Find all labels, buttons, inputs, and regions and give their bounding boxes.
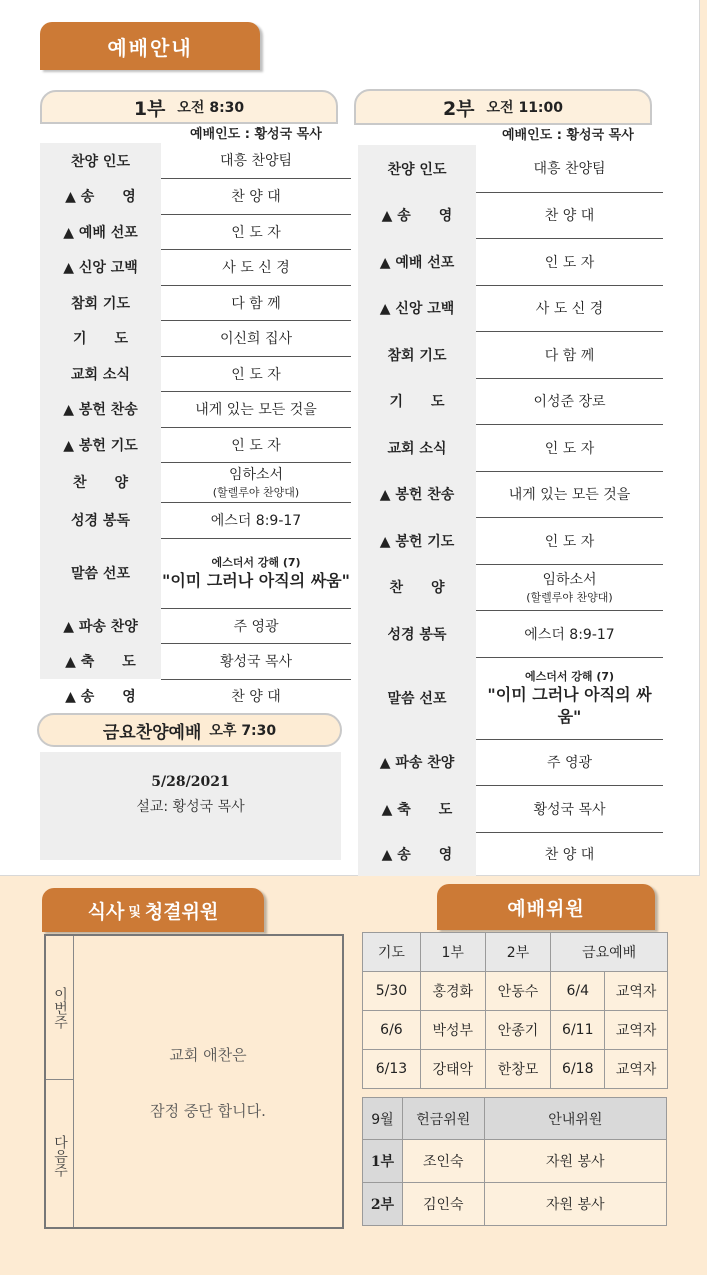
order-value: 황성국 목사 [161, 643, 351, 679]
order-value: 인 도 자 [161, 356, 351, 391]
this-week-label: 이번주 [52, 986, 68, 1029]
table-row [40, 679, 351, 712]
order-label: ▲ 송 영 [40, 679, 161, 712]
next-week-cell [46, 1080, 74, 1231]
order-value: 에스더 8:9-17 [476, 610, 663, 657]
cleaning-title-a: 식사 [87, 900, 125, 923]
service1-order-table [40, 143, 351, 712]
table-row [358, 739, 663, 785]
order-label: 교회 소식 [40, 356, 161, 391]
order-label: 참회 기도 [358, 331, 476, 378]
worship-committee-title: 예배위원 [507, 897, 585, 920]
order-value: 사 도 신 경 [476, 285, 663, 331]
friday-header [37, 713, 342, 747]
next-week-label: 다음주 [52, 1134, 68, 1177]
cell: 교역자 [605, 972, 668, 1011]
service2-time: 오전 11:00 [486, 100, 564, 116]
cell: 교역자 [605, 1011, 668, 1050]
cell: 6/11 [551, 1011, 605, 1050]
order-label: ▲ 봉헌 찬송 [358, 471, 476, 517]
cell: 5/30 [363, 972, 421, 1011]
cell: 6/13 [363, 1050, 421, 1089]
cell: 홍경화 [420, 972, 485, 1011]
table-row [40, 214, 351, 249]
table-row [40, 356, 351, 391]
praise-choir: (할렐루야 찬양대) [212, 486, 300, 499]
order-label: ▲ 송 영 [358, 832, 476, 876]
sermon-series: 에스더서 강해 (7) [524, 670, 615, 683]
order-label: ▲ 신앙 고백 [358, 285, 476, 331]
table-row [363, 1011, 668, 1050]
order-label: ▲ 예배 선포 [358, 238, 476, 285]
service1-header [40, 90, 338, 124]
order-label: ▲ 신앙 고백 [40, 249, 161, 285]
friday-date: 5/28/2021 [151, 774, 230, 790]
table-row [358, 238, 663, 285]
row-header: 1부 [363, 1140, 403, 1183]
order-label: 말씀 선포 [358, 657, 476, 739]
order-value: 다 함 께 [476, 331, 663, 378]
order-label: 말씀 선포 [40, 538, 161, 608]
order-value: 다 함 께 [161, 285, 351, 320]
order-label: ▲ 파송 찬양 [358, 739, 476, 785]
order-value [161, 538, 351, 608]
cell: 조인숙 [402, 1140, 484, 1183]
table-header-row [363, 933, 668, 972]
table-row [40, 427, 351, 462]
cell: 자원 봉사 [484, 1140, 666, 1183]
cleaning-message [74, 1041, 342, 1125]
friday-info-box [40, 752, 341, 860]
cleaning-box [44, 934, 344, 1229]
order-label: 기 도 [358, 378, 476, 424]
table-row [40, 502, 351, 538]
header-cell: 안내위원 [484, 1098, 666, 1140]
cleaning-title-b: 및 [128, 904, 141, 920]
table-row [358, 564, 663, 610]
order-label: ▲ 파송 찬양 [40, 608, 161, 643]
order-value: 내게 있는 모든 것을 [161, 391, 351, 427]
order-label: ▲ 축 도 [358, 785, 476, 832]
cleaning-title-c: 청결위원 [144, 900, 219, 923]
service2-part: 2부 [442, 97, 475, 120]
table-row [40, 538, 351, 608]
order-value: 인 도 자 [476, 517, 663, 564]
order-label: 찬 양 [358, 564, 476, 610]
table-row [358, 832, 663, 876]
service2-header [354, 89, 652, 125]
order-value [476, 657, 663, 739]
order-value: 황성국 목사 [476, 785, 663, 832]
order-value: 주 영광 [476, 739, 663, 785]
service2-order-table [358, 145, 663, 876]
table-row [358, 657, 663, 739]
order-value: 찬 양 대 [231, 688, 281, 705]
order-value: 인 도 자 [476, 238, 663, 285]
table-row [40, 608, 351, 643]
worship-info-title: 예배안내 [107, 35, 193, 60]
order-label: 찬 양 [40, 462, 161, 502]
order-value: 이성준 장로 [476, 378, 663, 424]
praise-choir: (할렐루야 찬양대) [526, 591, 613, 604]
header-cell: 금요예배 [551, 933, 668, 972]
order-label: 참회 기도 [40, 285, 161, 320]
table-row [358, 192, 663, 238]
cleaning-tab [42, 888, 264, 932]
header-cell: 2부 [485, 933, 551, 972]
friday-time: 오후 7:30 [209, 723, 277, 739]
cleaning-message-line1: 교회 애찬은 [169, 1046, 247, 1064]
cell: 강태악 [420, 1050, 485, 1089]
order-label: ▲ 봉헌 기도 [358, 517, 476, 564]
worship-committee-table [362, 932, 668, 1089]
praise-title: 임하소서 [228, 467, 284, 483]
cell: 안동수 [485, 972, 551, 1011]
order-label: ▲ 봉헌 찬송 [40, 391, 161, 427]
order-label: 성경 봉독 [40, 502, 161, 538]
cell: 자원 봉사 [484, 1183, 666, 1226]
table-row [358, 517, 663, 564]
service1-part: 1부 [133, 97, 166, 120]
cell: 안종기 [485, 1011, 551, 1050]
header-cell: 1부 [420, 933, 485, 972]
table-row [358, 424, 663, 471]
service1-time: 오전 8:30 [177, 100, 245, 116]
order-value [161, 462, 351, 502]
table-row [40, 249, 351, 285]
order-label: 성경 봉독 [358, 610, 476, 657]
service1-leader: 예배인도 : 황성국 목사 [190, 127, 322, 142]
order-value: 인 도 자 [476, 424, 663, 471]
order-label: 교회 소식 [358, 424, 476, 471]
sermon-title: "이미 그러나 아직의 싸움" [162, 571, 350, 590]
friday-sermon: 설교: 황성국 목사 [136, 799, 245, 815]
offering-usher-table [362, 1097, 667, 1226]
table-row [40, 178, 351, 214]
order-value: 찬 양 대 [544, 847, 595, 864]
order-value: 이신희 집사 [161, 320, 351, 356]
this-week-cell [46, 936, 74, 1080]
table-row [363, 1183, 667, 1226]
table-row [358, 610, 663, 657]
order-label: ▲ 봉헌 기도 [40, 427, 161, 462]
sermon-title: "이미 그러나 아직의 싸움" [487, 685, 652, 726]
table-row [358, 785, 663, 832]
worship-committee-tab [437, 884, 655, 930]
cell: 한창모 [485, 1050, 551, 1089]
praise-title: 임하소서 [542, 572, 597, 588]
order-label: ▲ 예배 선포 [40, 214, 161, 249]
service2-leader: 예배인도 : 황성국 목사 [502, 128, 634, 143]
table-row [358, 378, 663, 424]
friday-title: 금요찬양예배 [102, 722, 202, 743]
order-label: ▲ 축 도 [40, 643, 161, 679]
order-value: 에스더 8:9-17 [161, 502, 351, 538]
cleaning-message-line2: 잠정 중단 합니다. [150, 1102, 266, 1120]
worship-info-tab [40, 22, 260, 70]
order-value: 주 영광 [161, 608, 351, 643]
table-row [40, 320, 351, 356]
cell: 교역자 [605, 1050, 668, 1089]
table-row [40, 462, 351, 502]
header-cell: 헌금위원 [402, 1098, 484, 1140]
table-row [40, 391, 351, 427]
order-value: 찬 양 대 [476, 192, 663, 238]
table-row [40, 143, 351, 178]
order-label: 찬양 인도 [40, 143, 161, 178]
table-row [358, 471, 663, 517]
order-label: ▲ 송 영 [358, 192, 476, 238]
table-header-row [363, 1098, 667, 1140]
table-row [40, 643, 351, 679]
sermon-series: 에스더서 강해 (7) [211, 556, 301, 569]
order-label: 찬양 인도 [358, 145, 476, 192]
order-value: 찬 양 대 [161, 178, 351, 214]
order-label: ▲ 송 영 [40, 178, 161, 214]
cell: 박성부 [420, 1011, 485, 1050]
header-cell: 기도 [363, 933, 421, 972]
order-value: 사 도 신 경 [161, 249, 351, 285]
row-header: 2부 [363, 1183, 403, 1226]
table-row [363, 972, 668, 1011]
cell: 6/4 [551, 972, 605, 1011]
order-value: 대흥 찬양팀 [161, 143, 351, 178]
table-row [40, 285, 351, 320]
header-cell: 9월 [363, 1098, 403, 1140]
order-value: 내게 있는 모든 것을 [476, 471, 663, 517]
order-value: 인 도 자 [161, 214, 351, 249]
table-row [358, 285, 663, 331]
order-value [476, 564, 663, 610]
cell: 김인숙 [402, 1183, 484, 1226]
table-row [358, 145, 663, 192]
order-value: 대흥 찬양팀 [476, 145, 663, 192]
table-row [363, 1140, 667, 1183]
table-row [358, 331, 663, 378]
table-row [363, 1050, 668, 1089]
cell: 6/6 [363, 1011, 421, 1050]
cell: 6/18 [551, 1050, 605, 1089]
order-label: 기 도 [40, 320, 161, 356]
order-value: 인 도 자 [161, 427, 351, 462]
